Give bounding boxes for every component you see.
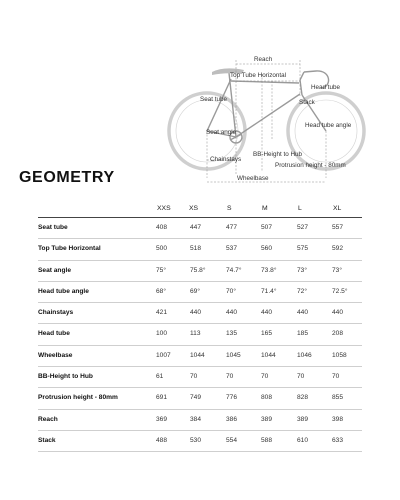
table-cell: 488 bbox=[156, 436, 168, 444]
table-cell: 749 bbox=[190, 394, 202, 402]
table-cell: 575 bbox=[297, 245, 309, 253]
row-label: Seat tube bbox=[38, 224, 68, 231]
table-cell: 633 bbox=[332, 436, 344, 444]
table-cell: 530 bbox=[190, 436, 202, 444]
table-cell: 440 bbox=[332, 309, 344, 317]
table-cell: 537 bbox=[226, 245, 238, 253]
table-cell: 560 bbox=[261, 245, 273, 253]
table-cell: 72° bbox=[297, 287, 307, 295]
table-cell: 398 bbox=[332, 415, 344, 423]
table-cell: 500 bbox=[156, 245, 168, 253]
table-cell: 75.8° bbox=[190, 266, 206, 274]
table-cell: 691 bbox=[156, 394, 168, 402]
table-cell: 73° bbox=[297, 266, 307, 274]
table-cell: 71.4° bbox=[261, 287, 277, 295]
table-cell: 70 bbox=[297, 373, 305, 381]
table-cell: 828 bbox=[297, 394, 309, 402]
table-cell: 557 bbox=[332, 224, 344, 231]
table-cell: 1046 bbox=[297, 351, 312, 359]
table-cell: 1044 bbox=[190, 351, 205, 359]
diagram-label-bb-height: BB-Height to Hub bbox=[253, 151, 303, 158]
table-cell: 518 bbox=[190, 245, 202, 253]
table-header-row bbox=[38, 201, 362, 218]
row-label: Head tube bbox=[38, 330, 70, 338]
table-cell: 592 bbox=[332, 245, 344, 253]
table-cell: 185 bbox=[297, 330, 309, 338]
row-label: Stack bbox=[38, 436, 56, 444]
table-cell: 72.5° bbox=[332, 287, 348, 295]
table-cell: 1045 bbox=[226, 351, 241, 359]
table-cell: 70 bbox=[261, 373, 269, 381]
diagram-label-reach: Reach bbox=[254, 56, 273, 63]
geometry-diagram bbox=[0, 0, 400, 190]
table-cell: 61 bbox=[156, 373, 164, 381]
table-cell: 389 bbox=[297, 415, 309, 423]
table-cell: 421 bbox=[156, 309, 168, 317]
table-cell: 527 bbox=[297, 224, 309, 231]
table-row bbox=[38, 239, 362, 260]
table-cell: 70° bbox=[226, 287, 236, 295]
column-header: XXS bbox=[157, 205, 171, 212]
table-cell: 113 bbox=[190, 330, 201, 338]
table-cell: 1007 bbox=[156, 351, 171, 359]
table-cell: 855 bbox=[332, 394, 344, 402]
page-title: GEOMETRY bbox=[19, 169, 115, 186]
diagram-label-seat-angle: Seat angle bbox=[206, 129, 237, 136]
table-cell: 70 bbox=[226, 373, 234, 381]
table-row bbox=[38, 410, 362, 431]
diagram-label-wheelbase: Wheelbase bbox=[237, 175, 269, 182]
table-cell: 369 bbox=[156, 415, 168, 423]
row-label: Head tube angle bbox=[38, 287, 89, 295]
table-row bbox=[38, 431, 362, 452]
row-label: Chainstays bbox=[38, 309, 74, 317]
row-label: Seat angle bbox=[38, 266, 71, 274]
column-header: M bbox=[262, 205, 268, 212]
table-cell: 776 bbox=[226, 394, 238, 402]
diagram-label-head-tube-angle: Head tube angle bbox=[305, 122, 352, 129]
table-cell: 135 bbox=[226, 330, 238, 338]
table-row bbox=[38, 367, 362, 388]
table-cell: 1058 bbox=[332, 351, 347, 359]
table-row bbox=[38, 282, 362, 303]
table-cell: 73° bbox=[332, 266, 342, 274]
table-row bbox=[38, 346, 362, 367]
table-cell: 554 bbox=[226, 436, 238, 444]
diagram-label-seat-tube: Seat tube bbox=[200, 96, 227, 103]
table-cell: 208 bbox=[332, 330, 344, 338]
row-label: Top Tube Horizontal bbox=[38, 245, 101, 253]
column-header: XL bbox=[333, 205, 342, 212]
table-cell: 389 bbox=[261, 415, 273, 423]
table-cell: 75° bbox=[156, 266, 166, 274]
table-cell: 477 bbox=[226, 224, 238, 231]
diagram-label-stack: Stack bbox=[299, 99, 315, 106]
row-label: BB-Height to Hub bbox=[38, 373, 93, 381]
table-cell: 808 bbox=[261, 394, 273, 402]
diagram-label-top-tube: Top Tube Horizontal bbox=[230, 72, 287, 79]
row-label: Reach bbox=[38, 415, 58, 423]
diagram-label-protrusion: Protrusion height - 80mm bbox=[275, 162, 346, 169]
table-cell: 610 bbox=[297, 436, 309, 444]
table-row bbox=[38, 388, 362, 409]
table-cell: 440 bbox=[297, 309, 309, 317]
table-cell: 507 bbox=[261, 224, 273, 231]
table-cell: 386 bbox=[226, 415, 238, 423]
table-cell: 74.7° bbox=[226, 266, 242, 274]
table-cell: 165 bbox=[261, 330, 273, 338]
table-row bbox=[38, 324, 362, 345]
table-cell: 100 bbox=[156, 330, 168, 338]
table-cell: 384 bbox=[190, 415, 202, 423]
row-label: Wheelbase bbox=[38, 351, 73, 359]
table-cell: 440 bbox=[190, 309, 202, 317]
table-cell: 1044 bbox=[261, 351, 276, 359]
table-row bbox=[38, 303, 362, 324]
table-cell: 408 bbox=[156, 224, 168, 231]
geometry-table bbox=[38, 201, 362, 452]
column-header: S bbox=[227, 205, 232, 212]
table-cell: 447 bbox=[190, 224, 202, 231]
table-cell: 69° bbox=[190, 287, 200, 295]
table-cell: 440 bbox=[261, 309, 273, 317]
column-header: XS bbox=[189, 205, 199, 212]
table-cell: 70 bbox=[190, 373, 198, 381]
diagram-label-chainstays: Chainstays bbox=[210, 156, 242, 163]
table-row bbox=[38, 261, 362, 282]
table-cell: 73.8° bbox=[261, 266, 277, 274]
table-cell: 68° bbox=[156, 287, 166, 295]
column-header: L bbox=[298, 205, 302, 212]
table-cell: 70 bbox=[332, 373, 340, 381]
table-cell: 588 bbox=[261, 436, 273, 444]
row-label: Protrusion height - 80mm bbox=[38, 394, 118, 402]
table-row bbox=[38, 218, 362, 239]
table-cell: 440 bbox=[226, 309, 238, 317]
diagram-label-head-tube: Head tube bbox=[311, 84, 341, 91]
